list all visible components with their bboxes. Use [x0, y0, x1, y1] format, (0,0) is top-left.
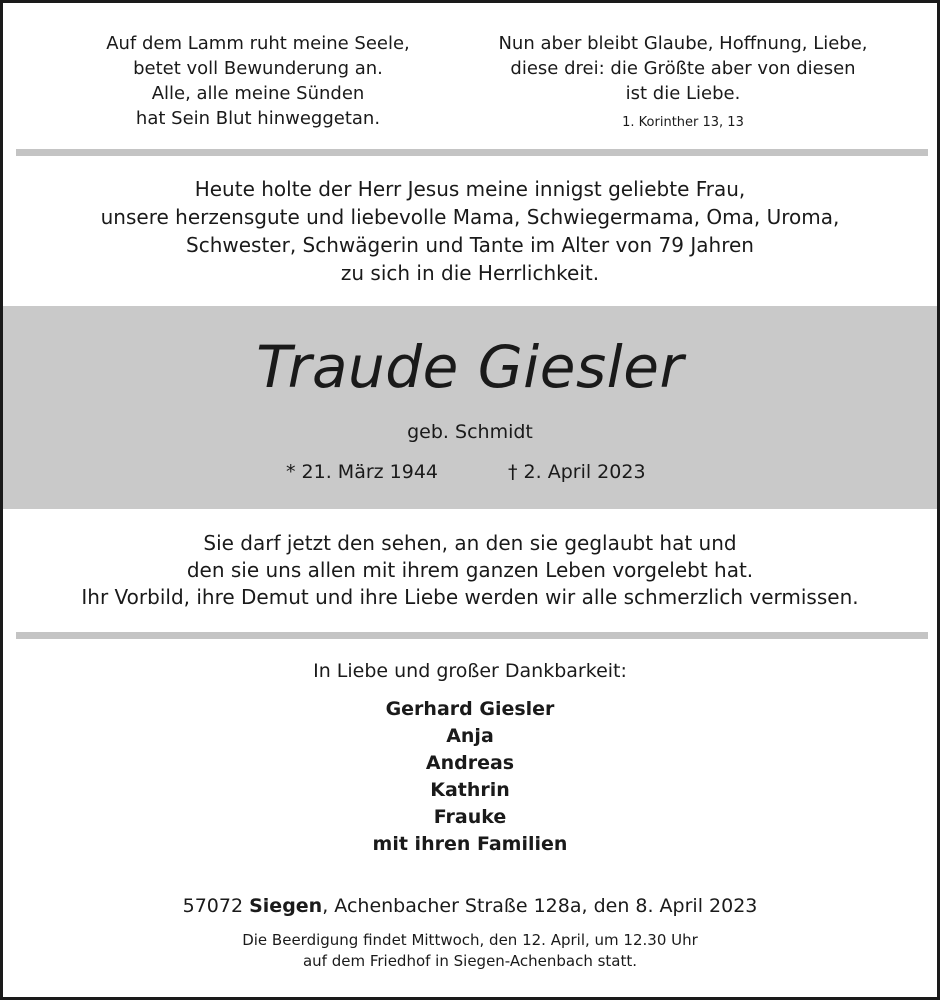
intro-text	[3, 175, 937, 287]
bible-reference: 1. Korinther 13, 13	[622, 115, 744, 130]
address-city: Siegen	[249, 895, 323, 917]
mourner-name: Gerhard Giesler	[385, 698, 555, 720]
verse-right-line: diese drei: die Größte aber von diesen	[510, 58, 856, 79]
divider-bottom	[16, 632, 928, 639]
mourner-name: Frauke	[433, 806, 507, 828]
funeral-line: auf dem Friedhof in Siegen-Achenbach statt.	[302, 952, 638, 970]
tribute-line: Ihr Vorbild, ihre Demut und ihre Liebe werden wir alle schmerzlich vermissen.	[81, 585, 859, 609]
verse-left	[63, 31, 453, 131]
deceased-name: Traude Giesler	[256, 333, 684, 401]
tribute-line: Sie darf jetzt den sehen, an den sie geglaubt hat und	[203, 531, 737, 555]
maiden-name: geb. Schmidt	[407, 421, 533, 443]
mourner-name: mit ihren Familien	[372, 833, 568, 855]
mourner-name: Anja	[446, 725, 494, 747]
tribute-text	[3, 530, 937, 611]
funeral-info	[3, 930, 937, 972]
verse-left-line: betet voll Bewunderung an.	[133, 58, 383, 79]
mourner-name: Kathrin	[430, 779, 510, 801]
intro-line: zu sich in die Herrlichkeit.	[340, 261, 600, 285]
mourners-list	[3, 696, 937, 858]
intro-line: Heute holte der Herr Jesus meine innigst geliebte Frau,	[194, 177, 746, 201]
verse-left-line: Alle, alle meine Sünden	[151, 83, 365, 104]
verse-right-line: ist die Liebe.	[625, 83, 741, 104]
intro-line: Schwester, Schwägerin und Tante im Alter von 79 Jahren	[186, 233, 754, 257]
address-line	[3, 895, 937, 917]
verse-left-line: hat Sein Blut hinweggetan.	[135, 108, 381, 129]
verse-right-line: Nun aber bleibt Glaube, Hoffnung, Liebe,	[498, 33, 868, 54]
verse-left-line: Auf dem Lamm ruht meine Seele,	[106, 33, 410, 54]
funeral-line: Die Beerdigung findet Mittwoch, den 12. April, um 12.30 Uhr	[242, 931, 698, 949]
intro-line: unsere herzensgute und liebevolle Mama, Schwiegermama, Oma, Uroma,	[100, 205, 840, 229]
mourner-name: Andreas	[425, 752, 515, 774]
birth-date: * 21. März 1944	[286, 461, 439, 483]
divider-top	[16, 149, 928, 156]
death-date: † 2. April 2023	[508, 461, 646, 483]
verse-right	[473, 31, 893, 135]
thanks-heading: In Liebe und großer Dankbarkeit:	[313, 660, 627, 682]
address-zip: 57072	[182, 895, 244, 917]
address-rest: , Achenbacher Straße 128a, den 8. April 2023	[322, 895, 758, 917]
tribute-line: den sie uns allen mit ihrem ganzen Leben vorgelebt hat.	[186, 558, 754, 582]
